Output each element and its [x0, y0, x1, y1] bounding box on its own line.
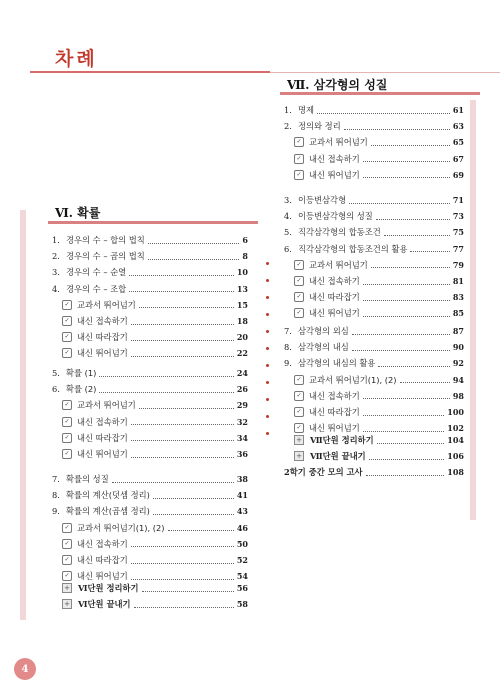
dot-leader	[349, 203, 450, 204]
entry-number: 1.	[284, 105, 292, 115]
entry-page-number: 75	[452, 227, 464, 238]
entry-number: 7.	[52, 474, 60, 484]
entry-page-number: 90	[452, 342, 464, 353]
entry-page-number: 15	[236, 299, 248, 310]
entry-label: 내신 뛰어넘기	[77, 571, 128, 582]
entry-page-number: 6	[242, 235, 248, 245]
dot-leader	[112, 482, 234, 483]
check-circle-icon: ✓	[294, 154, 304, 164]
dot-leader	[168, 530, 234, 531]
toc-entry[interactable]	[52, 504, 248, 518]
entry-label: 내신 접속하기	[77, 416, 128, 427]
dot-leader	[317, 113, 450, 114]
toc-entry[interactable]	[52, 488, 248, 502]
toc-entry[interactable]	[284, 324, 464, 338]
entry-page-number: 85	[452, 308, 464, 319]
dot-leader	[131, 356, 234, 357]
entry-page-number: 69	[452, 169, 464, 180]
entry-label: 내신 접속하기	[77, 538, 128, 549]
entry-number: 7.	[284, 326, 292, 336]
entry-label: 내신 뛰어넘기	[309, 423, 360, 434]
entry-page-number: 20	[236, 332, 248, 343]
entry-label: 교과서 뛰어넘기(1), (2)	[309, 374, 397, 385]
entry-label: 교과서 뛰어넘기	[77, 400, 136, 411]
toc-entry[interactable]	[52, 447, 248, 461]
entry-page-number: 81	[452, 276, 464, 286]
dot-leader	[134, 607, 234, 608]
entry-number: 2.	[284, 121, 292, 132]
entry-label: Ⅶ단원 끝내기	[310, 451, 366, 462]
check-circle-icon: ✓	[62, 300, 72, 310]
entry-page-number: 13	[236, 283, 248, 294]
toc-entry[interactable]	[284, 306, 464, 320]
toc-entry[interactable]	[52, 233, 248, 247]
dot-leader	[378, 366, 449, 367]
dot-leader	[153, 514, 234, 515]
entry-number: 5.	[284, 227, 292, 238]
toc-entry[interactable]	[284, 168, 464, 182]
dot-leader	[129, 275, 234, 276]
toc-entry[interactable]	[52, 249, 248, 263]
decorative-dot	[266, 381, 269, 384]
entry-label: 경우의 수 – 곱의 법칙	[66, 251, 145, 262]
entry-label: 내신 접속하기	[77, 316, 128, 326]
entry-label: 이등변삼각형의 성질	[298, 211, 373, 222]
dot-leader	[366, 475, 445, 476]
entry-page-number: 108	[447, 467, 464, 478]
entry-number: 4.	[52, 283, 60, 294]
toc-entry[interactable]	[284, 103, 464, 117]
decorative-dot	[266, 262, 269, 265]
entry-label: 경우의 수 – 순열	[66, 267, 127, 278]
dot-leader	[363, 398, 450, 399]
entry-label: Ⅶ단원 정리하기	[310, 435, 374, 445]
chapter-vii-toc	[284, 0, 464, 696]
entry-page-number: 65	[452, 137, 464, 148]
check-circle-icon: ✓	[62, 555, 72, 565]
check-circle-icon: ✓	[294, 170, 304, 180]
entry-page-number: 56	[236, 583, 248, 593]
decorative-dot	[266, 330, 269, 333]
entry-number: 8.	[52, 490, 60, 501]
entry-label: 확률 (1)	[66, 368, 97, 378]
dot-leader	[371, 145, 450, 146]
check-circle-icon: ✓	[62, 449, 72, 459]
dot-leader	[376, 219, 450, 220]
toc-entry[interactable]	[284, 274, 464, 288]
check-circle-icon: ✓	[294, 407, 304, 417]
check-circle-icon: ✓	[294, 292, 304, 302]
decorative-dot	[266, 296, 269, 299]
toc-entry[interactable]	[52, 581, 248, 595]
entry-page-number: 18	[236, 316, 248, 326]
toc-entry[interactable]	[52, 597, 248, 611]
dot-leader	[352, 334, 450, 335]
dot-leader	[400, 382, 450, 383]
chapter-vi-sidebar	[20, 210, 26, 620]
entry-label: Ⅵ단원 정리하기	[78, 583, 139, 593]
decorative-dot	[266, 313, 269, 316]
entry-number: 1.	[52, 235, 60, 245]
entry-label: 확률의 성질	[66, 474, 109, 484]
toc-entry[interactable]	[52, 265, 248, 279]
entry-label: 교과서 뛰어넘기	[309, 259, 368, 270]
entry-page-number: 46	[236, 522, 248, 533]
dot-leader	[148, 243, 240, 244]
toc-entry[interactable]	[284, 433, 464, 447]
page-number-badge: 4	[14, 658, 36, 680]
entry-label: 내신 뛰어넘기	[77, 449, 128, 459]
toc-entry[interactable]	[52, 537, 248, 551]
entry-page-number: 50	[236, 538, 248, 549]
check-circle-icon: ✓	[62, 433, 72, 443]
entry-page-number: 67	[452, 153, 464, 164]
check-circle-icon: ✓	[294, 391, 304, 401]
entry-page-number: 100	[447, 407, 464, 417]
dot-leader	[131, 457, 234, 458]
entry-label: 확률의 계산(덧셈 정리)	[66, 490, 150, 501]
dot-leader	[363, 177, 450, 178]
entry-page-number: 22	[236, 348, 248, 359]
entry-label: 직각삼각형의 합동조건의 활용	[298, 243, 408, 254]
check-circle-icon: ✓	[62, 400, 72, 410]
entry-label: 내신 접속하기	[309, 276, 360, 286]
toc-entry[interactable]	[52, 415, 248, 429]
check-circle-icon: ✓	[294, 375, 304, 385]
entry-page-number: 77	[452, 243, 464, 254]
entry-number: 9.	[52, 506, 60, 517]
entry-label: 직각삼각형의 합동조건	[298, 227, 381, 238]
dot-leader	[131, 440, 234, 441]
entry-label: 정의와 정리	[298, 121, 341, 132]
dot-leader	[142, 591, 234, 592]
toc-entry[interactable]	[284, 258, 464, 272]
entry-label: 내신 접속하기	[309, 390, 360, 401]
entry-number: 6.	[52, 384, 60, 395]
dot-leader	[131, 563, 234, 564]
toc-entry[interactable]	[284, 389, 464, 403]
entry-label: 내신 따라잡기	[309, 292, 360, 303]
toc-entry[interactable]	[284, 405, 464, 419]
plus-box-icon: +	[294, 451, 304, 461]
entry-page-number: 58	[236, 599, 248, 610]
check-circle-icon: ✓	[294, 137, 304, 147]
entry-page-number: 79	[452, 259, 464, 270]
entry-page-number: 92	[452, 358, 464, 369]
dot-leader	[363, 284, 450, 285]
dot-leader	[129, 291, 234, 292]
check-circle-icon: ✓	[62, 523, 72, 533]
entry-label: 내신 접속하기	[309, 153, 360, 164]
toc-entry[interactable]	[52, 330, 248, 344]
entry-page-number: 83	[452, 292, 464, 303]
dot-leader	[99, 392, 233, 393]
toc-entry[interactable]	[52, 472, 248, 486]
entry-label: 명제	[298, 105, 315, 115]
dot-leader	[153, 498, 234, 499]
dot-leader	[131, 546, 234, 547]
entry-label: 2학기 중간 모의 고사	[284, 467, 363, 478]
toc-entry[interactable]	[284, 119, 464, 133]
entry-number: 8.	[284, 342, 292, 353]
entry-page-number: 87	[452, 326, 464, 336]
check-circle-icon: ✓	[62, 332, 72, 342]
entry-number: 3.	[284, 195, 292, 205]
toc-entry[interactable]	[284, 465, 464, 479]
decorative-dot	[266, 364, 269, 367]
dot-leader	[384, 235, 450, 236]
dot-leader	[131, 424, 234, 425]
plus-box-icon: +	[62, 583, 72, 593]
entry-label: Ⅵ단원 끝내기	[78, 599, 131, 610]
toc-entry[interactable]	[284, 193, 464, 207]
entry-number: 5.	[52, 368, 60, 378]
entry-label: 내신 따라잡기	[309, 407, 360, 417]
check-circle-icon: ✓	[294, 308, 304, 318]
toc-entry[interactable]	[52, 382, 248, 396]
entry-label: 내신 뛰어넘기	[77, 348, 128, 359]
plus-box-icon: +	[294, 435, 304, 445]
entry-label: 내신 뛰어넘기	[309, 169, 360, 180]
decorative-dot	[266, 398, 269, 401]
decorative-dot	[266, 432, 269, 435]
entry-label: 경우의 수 – 조합	[66, 283, 127, 294]
toc-entry[interactable]	[284, 152, 464, 166]
entry-number: 4.	[284, 211, 292, 222]
check-circle-icon: ✓	[62, 417, 72, 427]
entry-label: 이등변삼각형	[298, 195, 347, 205]
entry-page-number: 29	[236, 400, 248, 411]
dot-leader	[352, 350, 450, 351]
dot-leader	[363, 316, 450, 317]
entry-label: 내신 따라잡기	[77, 332, 128, 343]
dot-leader	[363, 300, 450, 301]
entry-page-number: 73	[452, 211, 464, 222]
toc-entry[interactable]	[52, 314, 248, 328]
chapter-vii-heading: Ⅶ. 삼각형의 성질	[287, 78, 388, 92]
dot-leader	[148, 259, 240, 260]
toc-entry[interactable]	[284, 290, 464, 304]
entry-label: 삼각형의 외심	[298, 326, 349, 336]
toc-entry[interactable]	[284, 209, 464, 223]
dot-leader	[371, 267, 450, 268]
toc-entry[interactable]	[52, 366, 248, 380]
toc-entry[interactable]	[52, 346, 248, 360]
toc-entry[interactable]	[284, 225, 464, 239]
page-title: 차례	[55, 48, 98, 70]
entry-page-number: 34	[236, 432, 248, 443]
plus-box-icon: +	[62, 599, 72, 609]
check-circle-icon: ✓	[62, 571, 72, 581]
check-circle-icon: ✓	[62, 316, 72, 326]
entry-page-number: 41	[236, 490, 248, 501]
toc-entry[interactable]	[284, 356, 464, 370]
entry-page-number: 71	[452, 195, 464, 205]
check-circle-icon: ✓	[294, 423, 304, 433]
decorative-dot	[266, 415, 269, 418]
entry-page-number: 52	[236, 555, 248, 565]
entry-label: 경우의 수 – 합의 법칙	[66, 235, 145, 245]
entry-page-number: 106	[447, 451, 464, 462]
dot-leader	[131, 324, 234, 325]
entry-page-number: 8	[242, 251, 248, 262]
dot-leader	[139, 408, 234, 409]
dot-leader	[363, 431, 445, 432]
check-circle-icon: ✓	[294, 260, 304, 270]
entry-number: 3.	[52, 267, 60, 278]
entry-number: 9.	[284, 358, 292, 369]
dot-leader	[344, 129, 450, 130]
entry-page-number: 102	[447, 423, 464, 434]
toc-entry[interactable]	[52, 521, 248, 535]
dot-leader	[377, 443, 445, 444]
decorative-dot	[266, 279, 269, 282]
dot-leader	[131, 340, 234, 341]
entry-page-number: 98	[452, 390, 464, 401]
entry-page-number: 36	[236, 449, 248, 459]
entry-page-number: 26	[236, 384, 248, 395]
toc-entry[interactable]	[52, 282, 248, 296]
toc-entry[interactable]	[284, 135, 464, 149]
entry-page-number: 94	[452, 374, 464, 385]
entry-page-number: 38	[236, 474, 248, 484]
entry-page-number: 43	[236, 506, 248, 517]
dot-leader	[363, 415, 445, 416]
entry-label: 확률의 계산(곱셈 정리)	[66, 506, 150, 517]
entry-number: 6.	[284, 243, 292, 254]
dot-leader	[363, 161, 450, 162]
entry-label: 교과서 뛰어넘기	[309, 137, 368, 148]
chapter-vii-sidebar	[470, 100, 476, 520]
entry-page-number: 104	[447, 435, 464, 445]
toc-entry[interactable]	[284, 449, 464, 463]
dot-leader	[99, 376, 233, 377]
toc-entry[interactable]	[52, 398, 248, 412]
entry-label: 내신 따라잡기	[77, 432, 128, 443]
dot-leader	[410, 251, 449, 252]
check-circle-icon: ✓	[62, 348, 72, 358]
dot-leader	[369, 459, 445, 460]
entry-number: 2.	[52, 251, 60, 262]
entry-label: 내신 따라잡기	[77, 555, 128, 565]
toc-entry[interactable]	[284, 373, 464, 387]
dot-leader	[139, 307, 234, 308]
entry-page-number: 63	[452, 121, 464, 132]
check-circle-icon: ✓	[294, 276, 304, 286]
entry-label: 교과서 뛰어넘기	[77, 299, 136, 310]
entry-label: 확률 (2)	[66, 384, 97, 395]
check-circle-icon: ✓	[62, 539, 72, 549]
entry-label: 교과서 뛰어넘기(1), (2)	[77, 522, 165, 533]
entry-page-number: 32	[236, 416, 248, 427]
toc-entry[interactable]	[52, 431, 248, 445]
entry-page-number: 10	[236, 267, 248, 278]
entry-label: 삼각형의 내심의 활용	[298, 358, 376, 369]
toc-entry[interactable]	[284, 340, 464, 354]
entry-page-number: 61	[452, 105, 464, 115]
toc-entry[interactable]	[284, 242, 464, 256]
decorative-dot	[266, 347, 269, 350]
toc-entry[interactable]	[52, 553, 248, 567]
toc-entry[interactable]	[52, 298, 248, 312]
chapter-vi-toc	[52, 0, 248, 696]
chapter-vi-heading: Ⅵ. 확률	[55, 206, 101, 220]
entry-page-number: 24	[236, 368, 248, 378]
dot-leader	[131, 579, 234, 580]
entry-page-number: 54	[236, 571, 248, 582]
entry-label: 삼각형의 내심	[298, 342, 349, 353]
entry-label: 내신 뛰어넘기	[309, 308, 360, 319]
